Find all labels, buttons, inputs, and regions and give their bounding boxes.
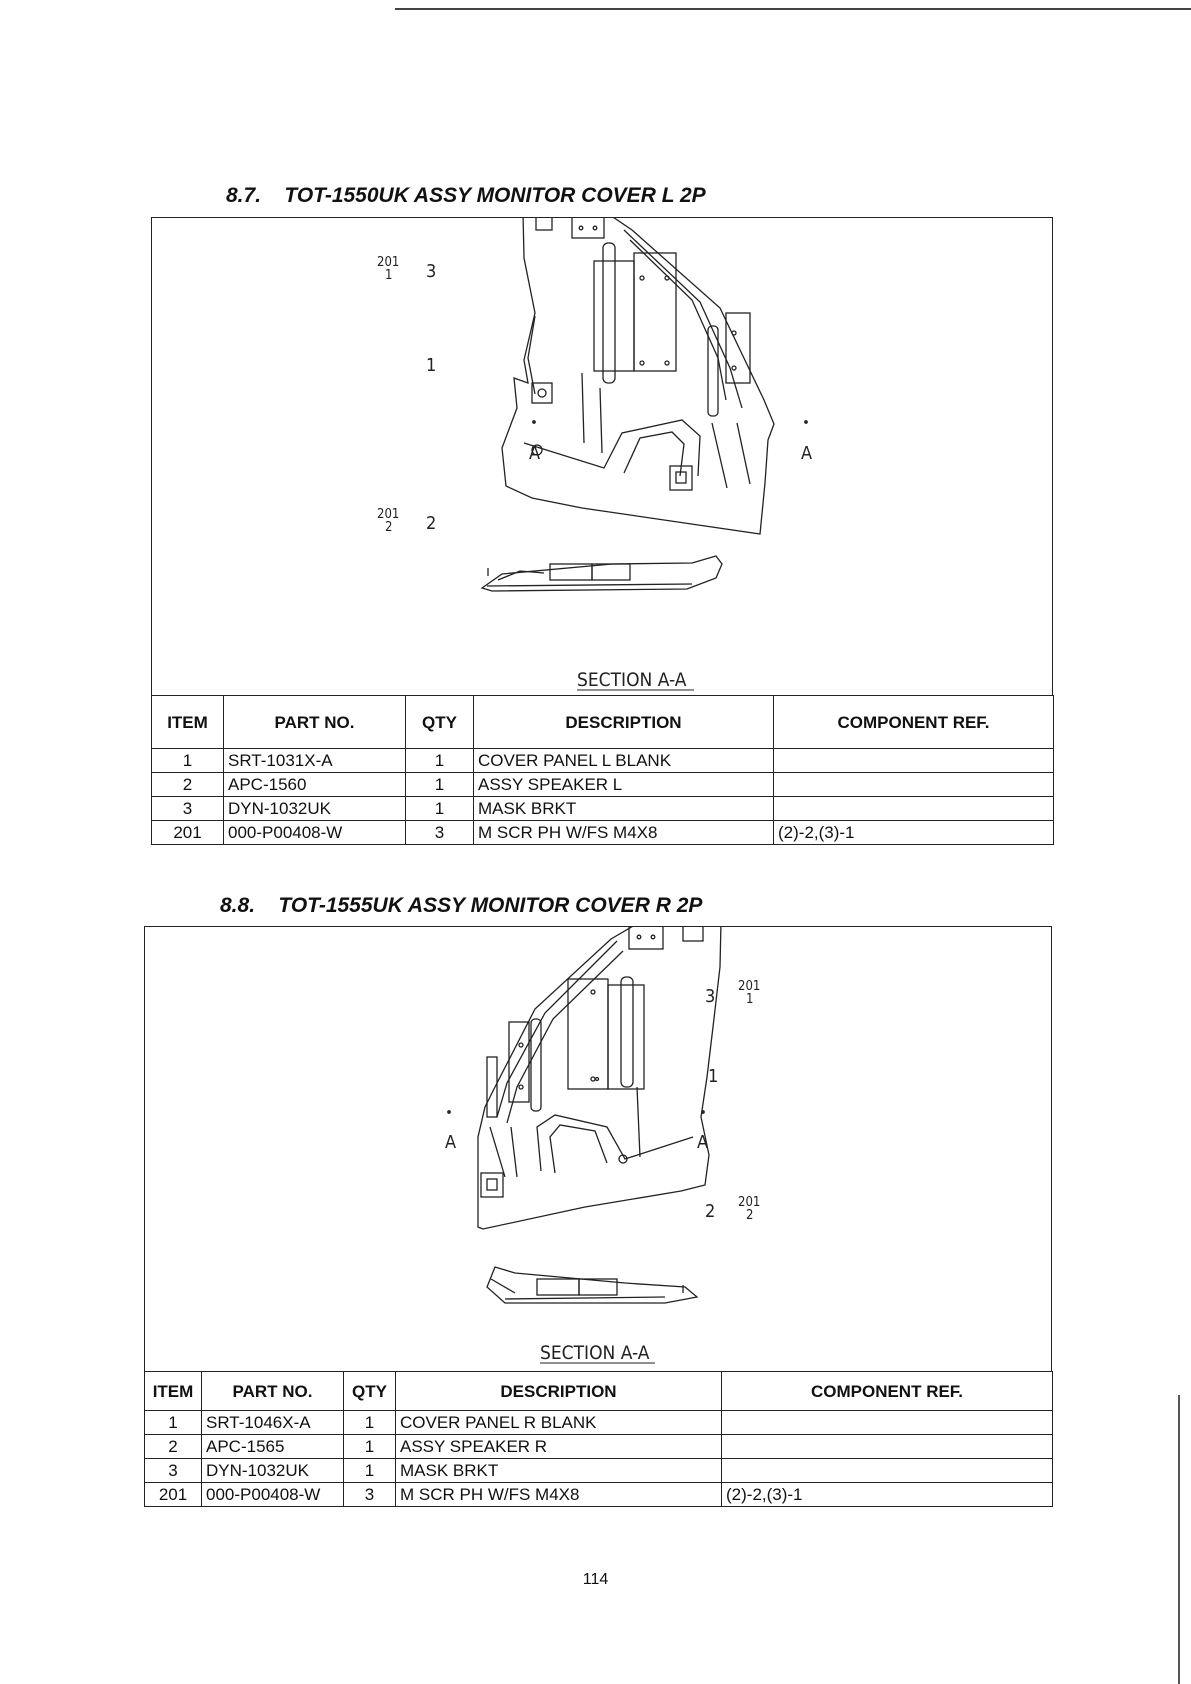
callout-201-bottom: 201 — [738, 1195, 761, 1210]
table-row — [152, 821, 1054, 845]
col-header-qty: QTY — [344, 1372, 396, 1411]
col-header-part-no: PART NO. — [224, 696, 406, 749]
page-edge-line — [1178, 1395, 1180, 1684]
cell-qty: 1 — [406, 773, 474, 797]
col-header-component-ref: COMPONENT REF. — [774, 696, 1054, 749]
monitor-cover-r-drawing — [145, 927, 1053, 1373]
cell-item: 3 — [145, 1459, 202, 1483]
cover-panel-outline — [478, 927, 721, 1229]
col-header-qty: QTY — [406, 696, 474, 749]
section-8-7-heading — [226, 184, 706, 208]
section-cut-a-left: A — [529, 443, 541, 464]
cell-qty: 1 — [344, 1435, 396, 1459]
bottom-tab — [481, 1173, 503, 1197]
table-header-row — [145, 1372, 1053, 1411]
cell-description: ASSY SPEAKER L — [474, 773, 774, 797]
cell-description: ASSY SPEAKER R — [396, 1435, 722, 1459]
cell-item: 201 — [145, 1483, 202, 1507]
bracket-right — [726, 313, 750, 383]
col-header-item: ITEM — [145, 1372, 202, 1411]
callout-201-bottom: 201 — [377, 507, 400, 522]
parts-table-8-7 — [151, 695, 1054, 845]
cell-part-no: APC-1560 — [224, 773, 406, 797]
section-cut-a-right: A — [697, 1132, 709, 1153]
cell-part-no: SRT-1031X-A — [224, 749, 406, 773]
cell-qty: 3 — [344, 1483, 396, 1507]
table-row — [145, 1411, 1053, 1435]
cell-qty: 1 — [406, 749, 474, 773]
cell-qty: 3 — [406, 821, 474, 845]
section-cut-a-left: A — [445, 1132, 457, 1153]
cell-item: 1 — [152, 749, 224, 773]
cell-description: M SCR PH W/FS M4X8 — [396, 1483, 722, 1507]
table-row — [152, 749, 1054, 773]
cell-component-ref — [774, 773, 1054, 797]
cell-component-ref — [774, 749, 1054, 773]
section-8-7-drawing-frame — [151, 217, 1053, 696]
top-tab-left — [536, 218, 552, 230]
col-header-component-ref: COMPONENT REF. — [722, 1372, 1053, 1411]
cell-description: COVER PANEL R BLANK — [396, 1411, 722, 1435]
top-tab-right — [572, 218, 604, 238]
cell-item: 201 — [152, 821, 224, 845]
callout-201-top-sub: 1 — [746, 992, 754, 1007]
cell-description: COVER PANEL L BLANK — [474, 749, 774, 773]
section-8-8-drawing-frame — [144, 926, 1052, 1372]
speaker-block-right — [608, 985, 644, 1089]
slot-left — [531, 1019, 541, 1111]
cell-component-ref — [722, 1459, 1053, 1483]
cell-component-ref — [722, 1435, 1053, 1459]
callout-item-2: 2 — [426, 513, 437, 534]
speaker-block-left — [594, 261, 634, 371]
speaker-block-right — [634, 253, 676, 371]
callout-item-3: 3 — [426, 261, 437, 282]
cell-part-no: 000-P00408-W — [202, 1483, 344, 1507]
callout-201-top: 201 — [738, 979, 761, 994]
cell-part-no: DYN-1032UK — [202, 1459, 344, 1483]
callout-item-3: 3 — [705, 986, 716, 1007]
cell-qty: 1 — [344, 1411, 396, 1435]
table-row — [152, 773, 1054, 797]
cell-part-no: DYN-1032UK — [224, 797, 406, 821]
top-rule — [395, 8, 1191, 10]
cell-item: 2 — [145, 1435, 202, 1459]
cell-item: 1 — [145, 1411, 202, 1435]
cell-component-ref — [774, 797, 1054, 821]
table-row — [145, 1483, 1053, 1507]
callout-item-2: 2 — [705, 1201, 716, 1222]
cell-component-ref: (2)-2,(3)-1 — [722, 1483, 1053, 1507]
cell-item: 2 — [152, 773, 224, 797]
col-header-part-no: PART NO. — [202, 1372, 344, 1411]
callout-201-top-sub: 1 — [385, 268, 393, 283]
cell-description: M SCR PH W/FS M4X8 — [474, 821, 774, 845]
section-8-8-heading — [220, 894, 702, 918]
section-number: 8.8. — [220, 894, 256, 917]
callout-item-1: 1 — [426, 355, 437, 376]
cell-item: 3 — [152, 797, 224, 821]
callout-201-top: 201 — [377, 255, 400, 270]
page-number: 114 — [582, 1571, 609, 1588]
monitor-cover-l-drawing — [152, 218, 1054, 697]
cell-component-ref — [722, 1411, 1053, 1435]
section-title: TOT-1555UK ASSY MONITOR COVER R 2P — [278, 894, 703, 917]
callout-item-1: 1 — [708, 1066, 719, 1087]
cell-description: MASK BRKT — [396, 1459, 722, 1483]
speaker-block-left — [568, 979, 608, 1089]
cell-part-no: 000-P00408-W — [224, 821, 406, 845]
callout-201-bottom-sub: 2 — [385, 520, 393, 535]
cell-qty: 1 — [344, 1459, 396, 1483]
col-header-description: DESCRIPTION — [474, 696, 774, 749]
section-title: TOT-1550UK ASSY MONITOR COVER L 2P — [284, 184, 706, 207]
section-number: 8.7. — [226, 184, 262, 207]
section-aa-label: SECTION A-A — [540, 1342, 650, 1364]
callout-201-bottom-sub: 2 — [746, 1208, 754, 1223]
cell-part-no: SRT-1046X-A — [202, 1411, 344, 1435]
table-row — [145, 1435, 1053, 1459]
col-header-item: ITEM — [152, 696, 224, 749]
cover-panel-outline — [502, 218, 774, 534]
parts-table-8-8 — [144, 1371, 1053, 1507]
table-row — [152, 797, 1054, 821]
cell-component-ref: (2)-2,(3)-1 — [774, 821, 1054, 845]
section-aa-label: SECTION A-A — [577, 669, 687, 691]
cell-part-no: APC-1565 — [202, 1435, 344, 1459]
col-header-description: DESCRIPTION — [396, 1372, 722, 1411]
table-header-row — [152, 696, 1054, 749]
section-cut-a-right: A — [801, 443, 813, 464]
cell-description: MASK BRKT — [474, 797, 774, 821]
top-tab — [629, 927, 663, 949]
table-row — [145, 1459, 1053, 1483]
cell-qty: 1 — [406, 797, 474, 821]
